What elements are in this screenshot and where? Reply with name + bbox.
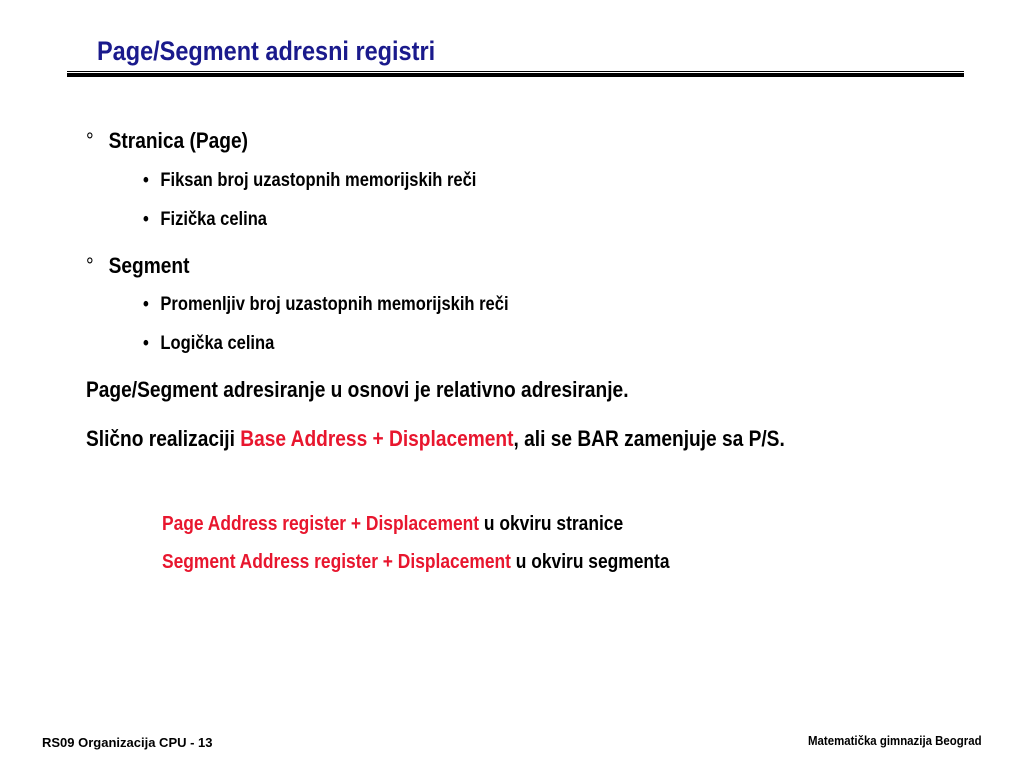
detail-rest: u okviru stranice bbox=[479, 513, 624, 535]
sub-item-label: Promenljiv broj uzastopnih memorijskih reči bbox=[160, 294, 509, 315]
list-item-label: Segment bbox=[108, 253, 190, 278]
sub-item-label: Fizička celina bbox=[160, 209, 267, 230]
sub-item-label: Fiksan broj uzastopnih memorijskih reči bbox=[160, 170, 477, 191]
detail-page-address bbox=[162, 513, 623, 536]
paragraph-suffix: , ali se BAR zamenjuje sa P/S. bbox=[513, 426, 785, 451]
dot-bullet: • bbox=[143, 294, 149, 315]
slide-title: Page/Segment adresni registri bbox=[97, 36, 436, 66]
highlight-text: Page Address register + Displacement bbox=[162, 513, 480, 535]
sub-item bbox=[143, 170, 476, 192]
sub-item-label: Logička celina bbox=[160, 333, 275, 354]
footer-left: RS09 Organizacija CPU - 13 bbox=[42, 735, 213, 750]
paragraph-prefix: Slično realizaciji bbox=[86, 426, 241, 451]
sub-item bbox=[143, 294, 509, 316]
paragraph-relative-addressing: Page/Segment adresiranje u osnovi je relativno adresiranje. bbox=[86, 377, 629, 402]
degree-bullet: ° bbox=[86, 253, 94, 278]
dot-bullet: • bbox=[143, 170, 149, 191]
dot-bullet: • bbox=[143, 333, 149, 354]
list-item-page bbox=[86, 128, 248, 154]
list-item-label: Stranica (Page) bbox=[108, 128, 248, 153]
highlight-text: Base Address + Displacement bbox=[240, 426, 514, 451]
footer-right: Matematička gimnazija Beograd bbox=[808, 733, 982, 748]
title-rule-thick bbox=[67, 73, 964, 77]
highlight-text: Segment Address register + Displacement bbox=[162, 551, 511, 573]
degree-bullet: ° bbox=[86, 128, 94, 153]
title-rule-thin bbox=[67, 71, 964, 72]
dot-bullet: • bbox=[143, 209, 149, 230]
detail-segment-address bbox=[162, 551, 670, 574]
sub-item bbox=[143, 333, 274, 355]
detail-rest: u okviru segmenta bbox=[510, 551, 670, 573]
paragraph-base-address bbox=[86, 426, 785, 452]
list-item-segment bbox=[86, 253, 189, 279]
sub-item bbox=[143, 209, 267, 231]
